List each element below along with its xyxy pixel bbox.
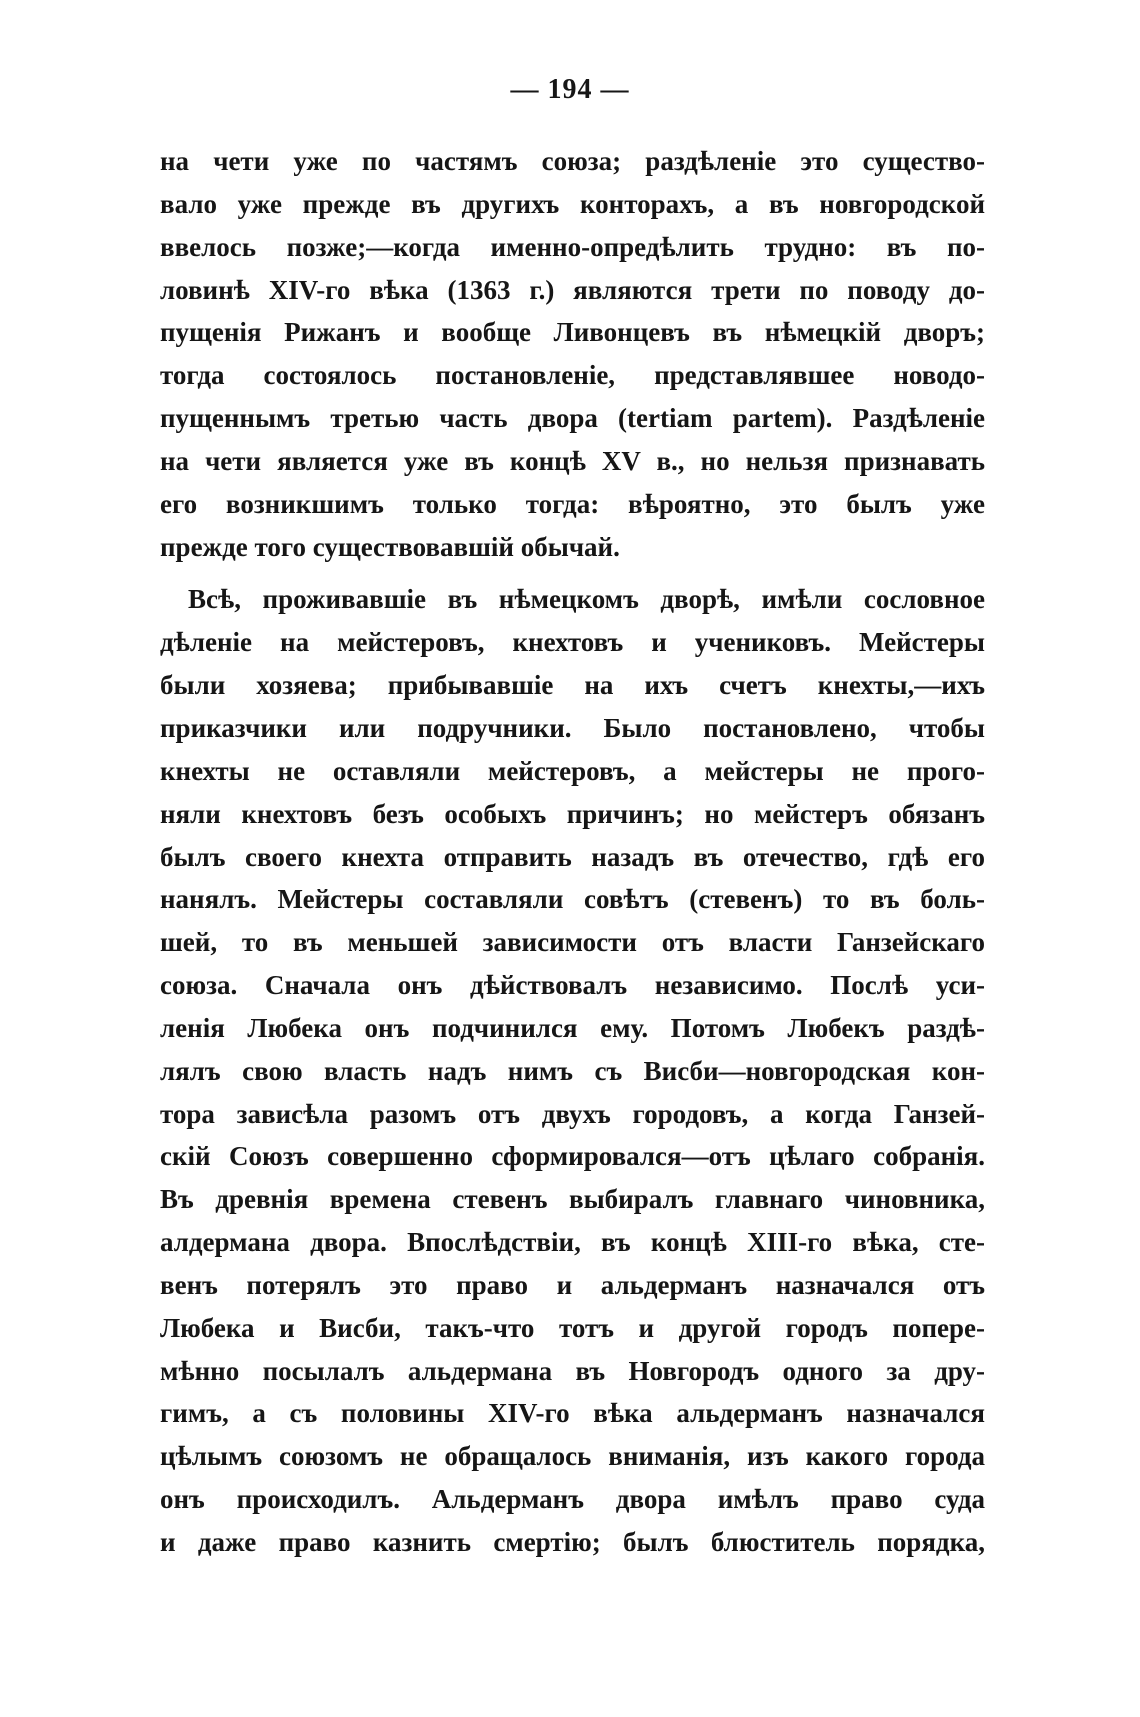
text-line: гимъ, а съ половины XIV-го вѣка альдерманъ назначался bbox=[160, 1398, 985, 1429]
text-line: лялъ свою власть надъ нимъ съ Висби—новгородская кон- bbox=[160, 1055, 985, 1086]
text-line: кнехты не оставляли мейстеровъ, а мейстеры не прого- bbox=[160, 755, 985, 786]
body-text bbox=[160, 140, 985, 1564]
text-line: его возникшимъ только тогда: вѣроятно, это былъ уже bbox=[160, 488, 985, 519]
text-line: приказчики или подручники. Было постановлено, чтобы bbox=[160, 712, 985, 743]
paragraph-1 bbox=[160, 140, 985, 568]
page-number: — 194 — bbox=[510, 74, 630, 105]
text-line: на чети является уже въ концѣ XV в., но нельзя признавать bbox=[160, 445, 985, 476]
text-line: были хозяева; прибывавшіе на ихъ счетъ кнехты,—ихъ bbox=[160, 670, 985, 701]
text-line: алдермана двора. Впослѣдствіи, въ концѣ XIII-го вѣка, сте- bbox=[160, 1227, 985, 1258]
paragraph-spacer bbox=[160, 568, 985, 578]
text-line: ввелось позже;—когда именно-опредѣлить трудно: въ по- bbox=[160, 231, 985, 262]
text-line: прежде того существовавшій обычай. bbox=[160, 531, 620, 562]
text-line: мѣнно посылалъ альдермана въ Новгородъ одного за дру- bbox=[160, 1355, 985, 1386]
paragraph-2 bbox=[160, 578, 985, 1563]
text-line: былъ своего кнехта отправить назадъ въ отечество, гдѣ его bbox=[160, 841, 985, 872]
text-line: тогда состоялось постановленіе, представлявшее новодо- bbox=[160, 360, 985, 391]
text-line: скій Союзъ совершенно сформировался—отъ цѣлаго собранія. bbox=[160, 1141, 985, 1172]
text-line: Въ древнія времена стевенъ выбиралъ главнаго чиновника, bbox=[160, 1184, 985, 1215]
text-line: пущеннымъ третью часть двора (tertiam partem). Раздѣленіе bbox=[160, 403, 985, 434]
text-line: вало уже прежде въ другихъ конторахъ, а въ новгородской bbox=[160, 188, 985, 219]
text-line: союза. Сначала онъ дѣйствовалъ независимо. Послѣ уси- bbox=[160, 970, 985, 1001]
text-line: нанялъ. Мейстеры составляли совѣтъ (стевенъ) то въ боль- bbox=[160, 884, 985, 915]
text-line: шей, то въ меньшей зависимости отъ власти Ганзейскаго bbox=[160, 927, 985, 958]
text-line: ленія Любека онъ подчинился ему. Потомъ Любекъ раздѣ- bbox=[160, 1012, 985, 1043]
text-line: дѣленіе на мейстеровъ, кнехтовъ и учениковъ. Мейстеры bbox=[160, 627, 985, 658]
text-line: цѣлымъ союзомъ не обращалось вниманія, изъ какого города bbox=[160, 1441, 985, 1472]
text-line: онъ происходилъ. Альдерманъ двора имѣлъ право суда bbox=[160, 1484, 985, 1515]
text-line: Любека и Висби, такъ-что тотъ и другой городъ попере- bbox=[160, 1312, 985, 1343]
text-line: ловинѣ XIV-го вѣка (1363 г.) являются трети по поводу до- bbox=[160, 274, 985, 305]
text-line: тора зависѣла разомъ отъ двухъ городовъ, а когда Ганзей- bbox=[160, 1098, 985, 1129]
text-line: няли кнехтовъ безъ особыхъ причинъ; но мейстеръ обязанъ bbox=[160, 798, 985, 829]
text-line: на чети уже по частямъ союза; раздѣленіе это существо- bbox=[160, 146, 985, 176]
text-line: и даже право казнить смертію; былъ блюститель порядка, bbox=[160, 1527, 985, 1557]
text-line: Всѣ, проживавшіе въ нѣмецкомъ дворѣ, имѣли сословное bbox=[188, 584, 985, 615]
text-line: пущенія Рижанъ и вообще Ливонцевъ въ нѣмецкій дворъ; bbox=[160, 317, 985, 348]
text-line: венъ потерялъ это право и альдерманъ назначался отъ bbox=[160, 1269, 985, 1300]
